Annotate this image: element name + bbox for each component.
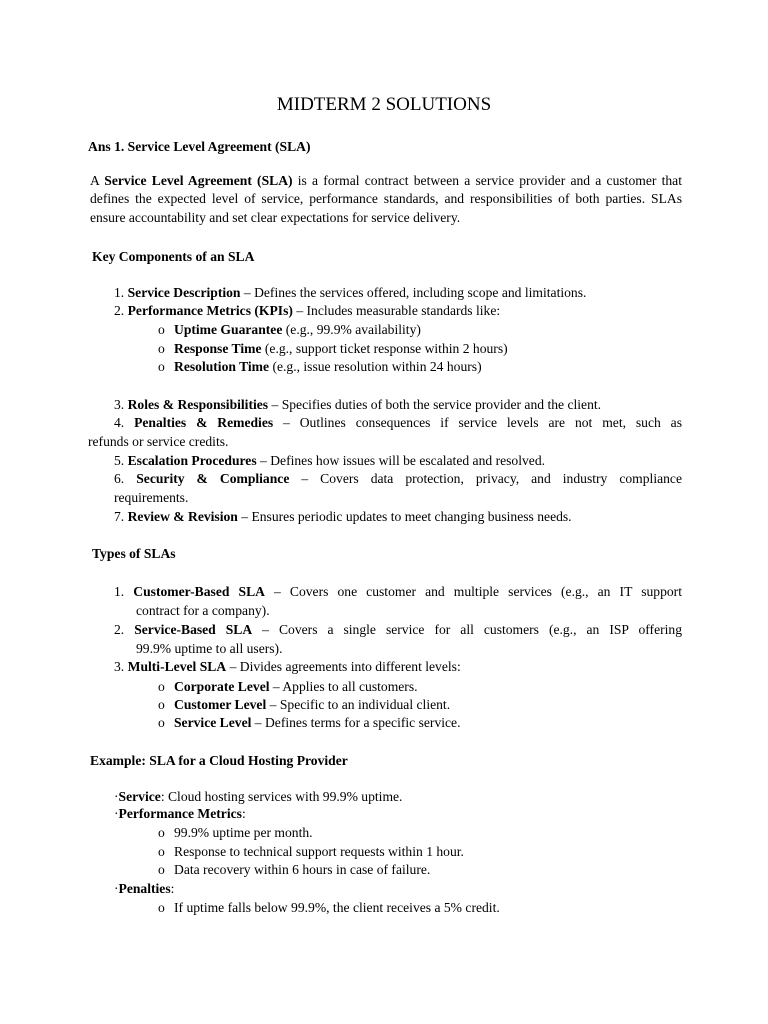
item-text: If uptime falls below 99.9%, the client receives a 5% credit. <box>174 900 500 915</box>
item-term: Multi-Level SLA <box>127 659 227 674</box>
item-number: 2. <box>114 303 125 318</box>
list-item-continuation: requirements. <box>114 490 189 505</box>
item-text: – Specifies duties of both the service provider and the client. <box>268 397 602 412</box>
list-item <box>114 470 682 488</box>
item-term: Service-Based SLA <box>134 622 253 637</box>
item-number: 3. <box>114 397 125 412</box>
item-term: Escalation Procedures <box>127 453 257 468</box>
item-text: : <box>241 806 246 821</box>
item-text: : <box>170 881 175 896</box>
list-item <box>114 284 586 302</box>
list-item-continuation: 99.9% uptime to all users). <box>136 641 283 656</box>
list-item <box>114 583 682 601</box>
item-number: 5. <box>114 453 125 468</box>
key-components-heading: Key Components of an SLA <box>92 249 255 264</box>
item-text: – Includes measurable standards like: <box>292 303 501 318</box>
list-item <box>114 658 461 676</box>
item-text: – Applies to all customers. <box>269 679 418 694</box>
list-item <box>114 508 572 526</box>
item-text: – Defines how issues will be escalated and resolved. <box>256 453 546 468</box>
circle-bullet-icon: o <box>158 825 165 840</box>
circle-bullet-icon: o <box>158 359 165 374</box>
item-text: : Cloud hosting services with 99.9% uptime. <box>160 789 403 804</box>
ans1-heading: Ans 1. Service Level Agreement (SLA) <box>88 139 311 154</box>
item-text: (e.g., issue resolution within 24 hours) <box>269 359 482 374</box>
intro-term: Service Level Agreement (SLA) <box>104 173 293 188</box>
sub-list-item <box>158 321 421 339</box>
item-text: – Divides agreements into different levels: <box>226 659 461 674</box>
sub-list-item <box>158 899 500 917</box>
item-term: Roles & Responsibilities <box>127 397 269 412</box>
item-number: 4. <box>114 415 125 430</box>
sub-list-item <box>158 714 460 732</box>
item-number: 3. <box>114 659 125 674</box>
item-text: (e.g., 99.9% availability) <box>282 322 421 337</box>
list-item <box>114 414 682 432</box>
item-term: Performance Metrics (KPIs) <box>127 303 293 318</box>
item-text: – Ensures periodic updates to meet changing business needs. <box>237 509 572 524</box>
item-term: Service Description <box>127 285 241 300</box>
list-item-continuation: refunds or service credits. <box>88 434 229 449</box>
sub-list-item <box>158 843 464 861</box>
item-text: 99.9% uptime per month. <box>174 825 313 840</box>
list-item <box>114 302 500 320</box>
item-term: Review & Revision <box>127 509 238 524</box>
intro-rest: is a formal contract between a service provider and a customer that defines the expected level of service, performance standards, and responsibilities of both parties. SLAs ensure accountability and set clear expectations for service delivery. <box>90 173 682 225</box>
dot-bullet-icon: · <box>114 881 119 896</box>
item-text: – Covers a single service for all customers (e.g., an ISP offering <box>252 622 683 637</box>
item-term: Resolution Time <box>174 359 270 374</box>
item-text: Data recovery within 6 hours in case of failure. <box>174 862 431 877</box>
intro-paragraph <box>90 172 682 227</box>
list-item <box>114 396 601 414</box>
types-heading: Types of SLAs <box>92 546 176 561</box>
item-number: 2. <box>114 622 125 637</box>
item-number: 1. <box>114 285 125 300</box>
item-term: Customer Level <box>174 697 267 712</box>
sub-list-item <box>158 824 313 842</box>
item-term: Service Level <box>174 715 252 730</box>
item-text: – Defines the services offered, including scope and limitations. <box>240 285 587 300</box>
item-term: Corporate Level <box>174 679 270 694</box>
sub-list-item <box>158 678 418 696</box>
item-text: (e.g., support ticket response within 2 hours) <box>261 341 508 356</box>
item-number: 1. <box>114 584 125 599</box>
item-text: – Specific to an individual client. <box>266 697 451 712</box>
circle-bullet-icon: o <box>158 715 165 730</box>
list-item <box>114 805 246 823</box>
circle-bullet-icon: o <box>158 900 165 915</box>
intro-lead: A <box>90 173 105 188</box>
item-term: Penalties <box>118 881 171 896</box>
circle-bullet-icon: o <box>158 844 165 859</box>
item-term: Response Time <box>174 341 262 356</box>
item-term: Security & Compliance <box>136 471 290 486</box>
sub-list-item <box>158 358 482 376</box>
sub-list-item <box>158 696 450 714</box>
circle-bullet-icon: o <box>158 697 165 712</box>
circle-bullet-icon: o <box>158 862 165 877</box>
item-text: Response to technical support requests within 1 hour. <box>174 844 464 859</box>
list-item-continuation: contract for a company). <box>136 603 270 618</box>
list-item <box>114 621 682 639</box>
item-term: Performance Metrics <box>118 806 242 821</box>
item-term: Service <box>118 789 161 804</box>
page-title: MIDTERM 2 SOLUTIONS <box>276 94 492 115</box>
item-term: Uptime Guarantee <box>174 322 283 337</box>
sub-list-item <box>158 861 430 879</box>
item-term: Customer-Based SLA <box>133 584 265 599</box>
circle-bullet-icon: o <box>158 679 165 694</box>
list-item <box>114 452 545 470</box>
item-term: Penalties & Remedies <box>134 415 274 430</box>
circle-bullet-icon: o <box>158 341 165 356</box>
item-number: 6. <box>114 471 125 486</box>
item-number: 7. <box>114 509 125 524</box>
example-heading: Example: SLA for a Cloud Hosting Provider <box>90 753 348 768</box>
item-text: – Outlines consequences if service levels are not met, such as <box>273 415 683 430</box>
dot-bullet-icon: · <box>114 789 119 804</box>
dot-bullet-icon: · <box>114 806 119 821</box>
list-item <box>114 880 174 898</box>
item-text: – Defines terms for a specific service. <box>251 715 461 730</box>
circle-bullet-icon: o <box>158 322 165 337</box>
item-text: – Covers one customer and multiple services (e.g., an IT support <box>264 584 682 599</box>
item-text: – Covers data protection, privacy, and industry compliance <box>289 471 682 486</box>
list-item <box>114 788 402 806</box>
sub-list-item <box>158 340 508 358</box>
